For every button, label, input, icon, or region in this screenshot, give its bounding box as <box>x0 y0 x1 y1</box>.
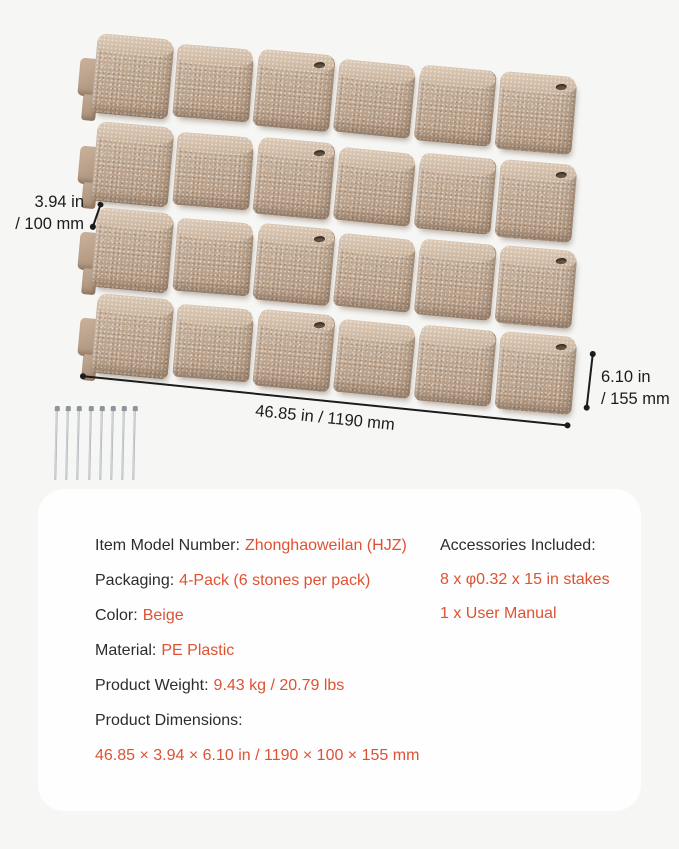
spec-value: Zhonghaoweilan (HJZ) <box>244 537 407 554</box>
stone-block <box>172 44 254 123</box>
spec-value: PE Plastic <box>161 642 235 659</box>
stone-block <box>414 324 498 407</box>
stone-block <box>91 33 175 120</box>
stake-hole-icon <box>314 236 325 243</box>
stake <box>133 407 137 480</box>
stone-block <box>252 137 336 221</box>
stake <box>121 407 125 480</box>
depth-dimension-line2: / 100 mm <box>15 215 84 233</box>
stakes-group <box>55 407 155 482</box>
stone-block <box>252 49 336 133</box>
stake-hole-icon <box>556 258 567 265</box>
length-dimension-label: 46.85 in / 1190 mm <box>254 401 396 435</box>
stone-block <box>494 331 577 415</box>
stake <box>54 407 58 480</box>
stone-block <box>252 223 336 307</box>
stake <box>99 407 103 480</box>
spec-label: Accessories Included: <box>440 537 596 554</box>
spec-label: Product Dimensions: <box>95 712 243 729</box>
spec-label: Item Model Number: <box>95 537 240 554</box>
stake <box>88 407 92 480</box>
spec-packaging <box>95 570 485 592</box>
stone-block <box>91 121 175 208</box>
stake-hole-icon <box>556 344 567 351</box>
stone-block <box>252 309 336 393</box>
spec-accessory-manual: 1 x User Manual <box>440 605 557 622</box>
height-dimension-line1: 6.10 in <box>601 368 651 386</box>
stone-block <box>333 147 417 227</box>
spec-label: Product Weight: <box>95 677 209 694</box>
spec-dimensions-value: 46.85 × 3.94 × 6.10 in / 1190 × 100 × 155 mm <box>95 747 420 764</box>
depth-dimension-line1: 3.94 in <box>34 193 84 211</box>
stone-block <box>494 245 577 329</box>
spec-value: 4-Pack (6 stones per pack) <box>179 572 371 589</box>
stone-block <box>91 293 175 380</box>
stone-block <box>91 207 175 294</box>
stone-block <box>333 59 417 139</box>
height-dimension-line2: / 155 mm <box>601 390 670 408</box>
stone-block <box>414 238 498 321</box>
stake-hole-icon <box>556 84 567 91</box>
stone-block <box>414 64 498 147</box>
spec-material <box>95 640 485 662</box>
depth-dimension-label <box>10 191 84 235</box>
spec-dimensions-heading <box>95 710 485 732</box>
stone-block <box>172 132 254 211</box>
stone-block <box>333 319 417 399</box>
spec-column-left <box>95 535 485 780</box>
stake <box>65 407 69 480</box>
stake <box>110 407 114 480</box>
spec-label: Packaging: <box>95 572 175 589</box>
spec-color <box>95 605 485 627</box>
spec-accessory-stakes: 8 x φ0.32 x 15 in stakes <box>440 571 610 588</box>
spec-label: Material: <box>95 642 157 659</box>
stake-hole-icon <box>314 322 325 329</box>
stone-block <box>414 152 498 235</box>
stone-block <box>494 71 577 155</box>
height-dimension-label <box>601 366 670 410</box>
spec-item-model <box>95 535 485 557</box>
spec-value: Beige <box>142 607 184 624</box>
spec-label: Color: <box>95 607 138 624</box>
stake <box>77 407 81 480</box>
stone-block <box>494 159 577 243</box>
stake-hole-icon <box>556 172 567 179</box>
spec-card <box>38 489 641 811</box>
stone-block <box>172 304 254 383</box>
stake-hole-icon <box>314 62 325 69</box>
spec-accessories-heading <box>440 535 640 557</box>
spec-weight <box>95 675 485 697</box>
spec-value: 9.43 kg / 20.79 lbs <box>213 677 345 694</box>
spec-column-right <box>440 535 640 637</box>
stake-hole-icon <box>314 150 325 157</box>
stone-block <box>333 233 417 313</box>
stone-block <box>172 218 254 297</box>
